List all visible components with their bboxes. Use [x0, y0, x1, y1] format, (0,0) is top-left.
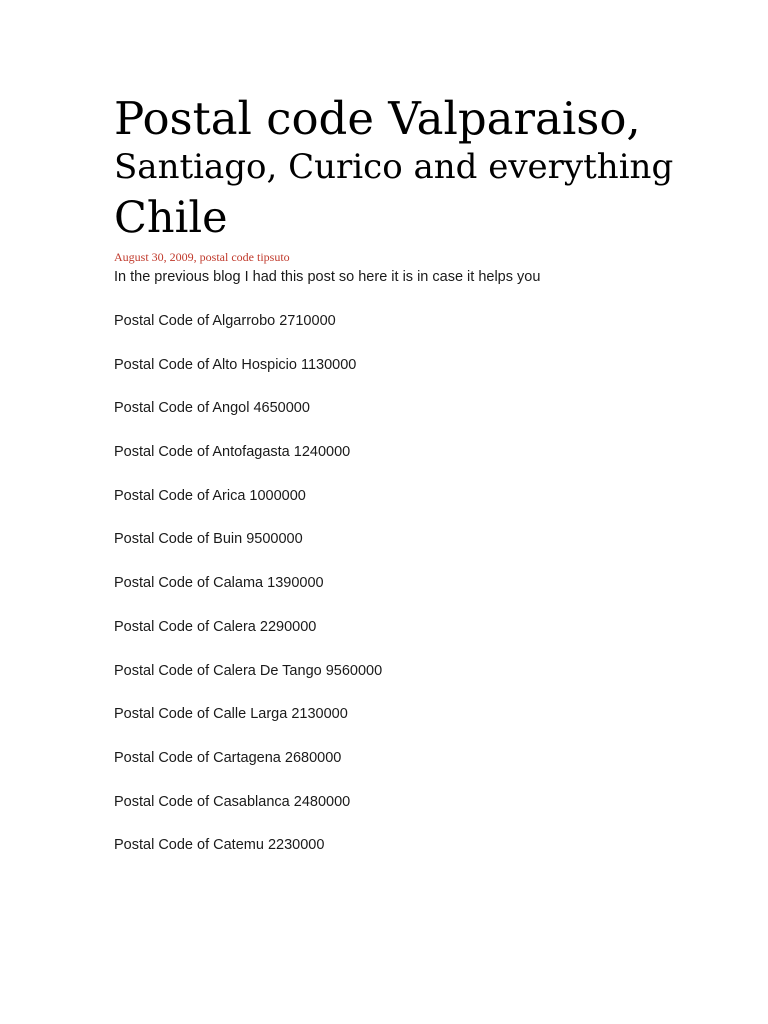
article: [114, 92, 734, 880]
list-item: Postal Code of Catemu 2230000: [114, 837, 325, 854]
list-item: Postal Code of Antofagasta 1240000: [114, 444, 351, 461]
article-title: [114, 92, 734, 247]
list-item: Postal Code of Alto Hospicio 1130000: [114, 356, 357, 373]
list-item: Postal Code of Calle Larga 2130000: [114, 706, 348, 723]
list-item: Postal Code of Calama 1390000: [114, 575, 324, 592]
title-line-1: Postal code Valparaiso,: [114, 92, 641, 145]
title-line-2: Santiago, Curico and everything: [114, 147, 674, 187]
list-item: Postal Code of Buin 9500000: [114, 531, 303, 548]
title-line-3: Chile: [114, 193, 228, 243]
post-meta: August 30, 2009, postal code tipsuto: [114, 250, 290, 264]
list-item: Postal Code of Casablanca 2480000: [114, 793, 351, 810]
list-item: Postal Code of Calera De Tango 9560000: [114, 662, 383, 679]
intro-text: In the previous blog I had this post so here it is in case it helps you: [114, 269, 541, 285]
list-item: Postal Code of Angol 4650000: [114, 400, 310, 417]
postal-code-list: [114, 312, 734, 854]
list-item: Postal Code of Calera 2290000: [114, 618, 317, 635]
list-item: Postal Code of Arica 1000000: [114, 487, 306, 504]
list-item: Postal Code of Algarrobo 2710000: [114, 313, 336, 329]
list-item: Postal Code of Cartagena 2680000: [114, 749, 342, 766]
